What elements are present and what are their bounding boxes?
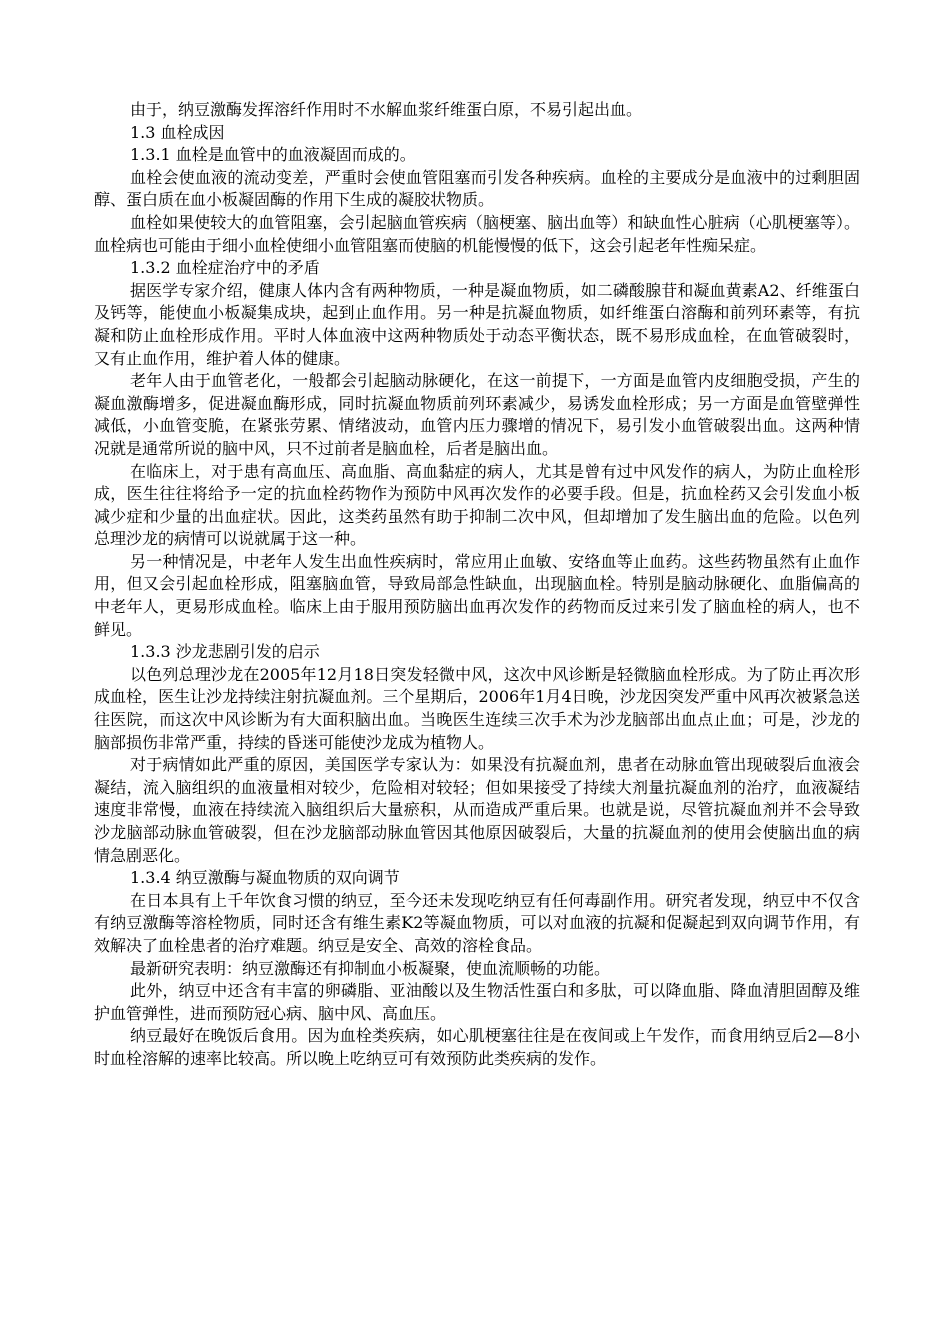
subsection-heading-1-3-2: 1.3.2 血栓症治疗中的矛盾: [130, 258, 320, 278]
paragraph: 老年人由于血管老化，一般都会引起脑动脉硬化，在这一前提下，一方面是血管内皮细胞受损，产生的凝血激酶增多，促进凝血酶形成，同时抗凝血物质前列环素减少，易诱发血栓形成；另一方面是血管壁弹性减低，小血管变脆，在紧张劳累、情绪波动，血管内压力骤增的情况下，易引发小血管破裂出血。这两种情况就是通常所说的脑中风，只不过前者是脑血栓，后者是脑出血。: [94, 371, 860, 458]
paragraph: 在日本具有上千年饮食习惯的纳豆，至今还未发现吃纳豆有任何毒副作用。研究者发现，纳豆中不仅含有纳豆激酶等溶栓物质，同时还含有维生素K2等凝血物质，可以对血液的抗凝和促凝起到双向调节作用，有效解决了血栓患者的治疗难题。纳豆是安全、高效的溶栓食品。: [94, 890, 860, 955]
paragraph: 以色列总理沙龙在2005年12月18日突发轻微中风，这次中风诊断是轻微脑血栓形成。为了防止再次形成血栓，医生让沙龙持续注射抗凝血剂。三个星期后，2006年1月4日晚，沙龙因突发严重中风再次被紧急送往医院，而这次中风诊断为有大面积脑出血。当晚医生连续三次手术为沙龙脑部出血点止血；可是，沙龙的脑部损伤非常严重，持续的昏迷可能使沙龙成为植物人。: [94, 664, 860, 752]
paragraph: 对于病情如此严重的原因，美国医学专家认为：如果没有抗凝血剂，患者在动脉血管出现破裂后血液会凝结，流入脑组织的血液量相对较少，危险相对较轻；但如果接受了持续大剂量抗凝血剂的治疗，血液凝结速度非常慢，血液在持续流入脑组织后大量瘀积，从而造成严重后果。也就是说，尽管抗凝血剂并不会导致沙龙脑部动脉血管破裂，但在沙龙脑部动脉血管因其他原因破裂后，大量的抗凝血剂的使用会使脑出血的病情急剧恶化。: [94, 755, 860, 865]
paragraph: 血栓如果使较大的血管阻塞，会引起脑血管疾病（脑梗塞、脑出血等）和缺血性心脏病（心肌梗塞等）。血栓病也可能由于细小血栓使细小血管阻塞而使脑的机能慢慢的低下，这会引起老年性痴呆症。: [94, 212, 860, 255]
section-heading-1-3: 1.3 血栓成因: [130, 122, 225, 142]
paragraph: 在临床上，对于患有高血压、高血脂、高血黏症的病人，尤其是曾有过中风发作的病人，为防止血栓形成，医生往往将给予一定的抗血栓药物作为预防中风再次发作的必要手段。但是，抗血栓药又会引发血小板减少症和少量的出血症状。因此，这类药虽然有助于抑制二次中风，但却增加了发生脑出血的危险。以色列总理沙龙的病情可以说就属于这一种。: [94, 461, 860, 549]
paragraph: 纳豆最好在晚饭后食用。因为血栓类疾病，如心肌梗塞往往是在夜间或上午发作，而食用纳豆后2—8小时血栓溶解的速率比较高。所以晚上吃纳豆可有效预防此类疾病的发作。: [94, 1026, 860, 1068]
document-body: [94, 99, 860, 1071]
paragraph: 最新研究表明：纳豆激酶还有抑制血小板凝聚，使血流顺畅的功能。: [130, 958, 611, 978]
subsection-heading-1-3-4: 1.3.4 纳豆激酶与凝血物质的双向调节: [130, 868, 400, 888]
paragraph: 血栓会使血液的流动变差，严重时会使血管阻塞而引发各种疾病。血栓的主要成分是血液中的过剩胆固醇、蛋白质在血小板凝固酶的作用下生成的凝胶状物质。: [94, 167, 860, 210]
paragraph: 据医学专家介绍，健康人体内含有两种物质，一种是凝血物质，如二磷酸腺苷和凝血黄素A2、纤维蛋白及钙等，能使血小板凝集成块，起到止血作用。另一种是抗凝血物质，如纤维蛋白溶酶和前列环素等，有抗凝和防止血栓形成作用。平时人体血液中这两种物质处于动态平衡状态，既不易形成血栓，在血管破裂时，又有止血作用，维护着人体的健康。: [94, 280, 860, 368]
paragraph: 此外，纳豆中还含有丰富的卵磷脂、亚油酸以及生物活性蛋白和多肽，可以降血脂、降血清胆固醇及维护血管弹性，进而预防冠心病、脑中风、高血压。: [94, 981, 860, 1023]
paragraph: 另一种情况是，中老年人发生出血性疾病时，常应用止血敏、安络血等止血药。这些药物虽然有止血作用，但又会引起血栓形成，阻塞脑血管，导致局部急性缺血，出现脑血栓。特别是脑动脉硬化、血脂偏高的中老年人，更易形成血栓。临床上由于服用预防脑出血再次发作的药物而反过来引发了脑血栓的病人，也不鲜见。: [94, 551, 860, 639]
subsection-heading-1-3-3: 1.3.3 沙龙悲剧引发的启示: [130, 642, 320, 662]
paragraph-intro: 由于，纳豆激酶发挥溶纤作用时不水解血浆纤维蛋白原，不易引起出血。: [130, 100, 643, 119]
subsection-heading-1-3-1: 1.3.1 血栓是血管中的血液凝固而成的。: [130, 145, 416, 165]
